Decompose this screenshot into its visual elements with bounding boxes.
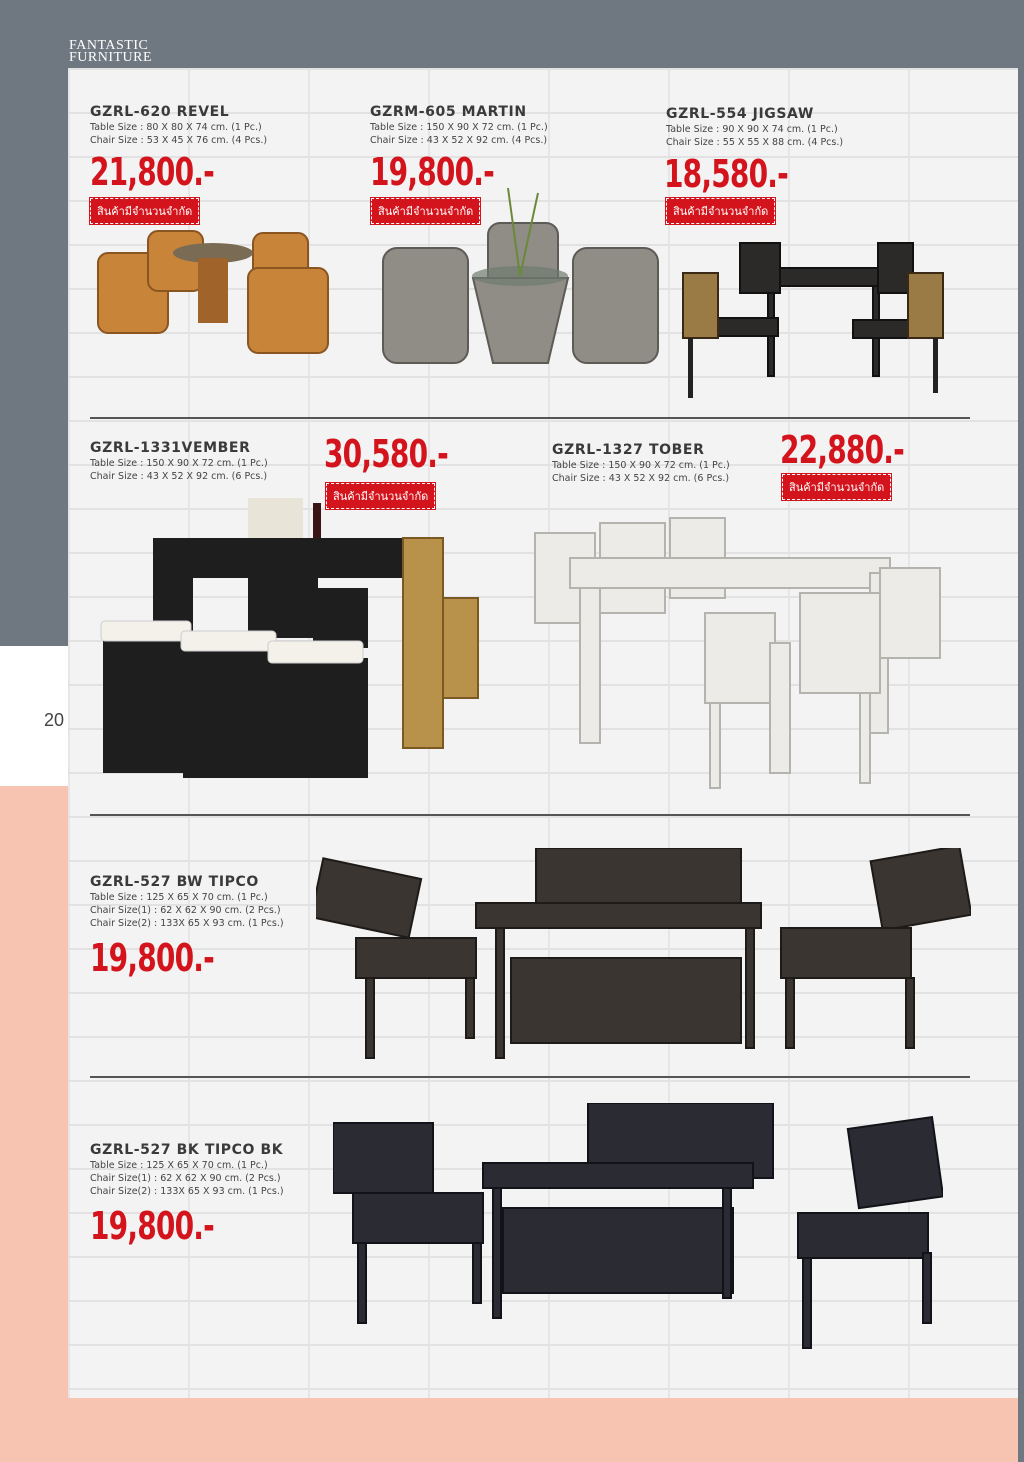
product-spec: Table Size : 125 X 65 X 70 cm. (1 Pc.) bbox=[90, 892, 268, 903]
product-price: 19,800.- bbox=[90, 936, 214, 980]
vember-furniture-image bbox=[98, 498, 483, 783]
product-spec: Chair Size : 53 X 45 X 76 cm. (4 Pcs.) bbox=[90, 135, 268, 146]
product-name: GZRL-1327 TOBER bbox=[552, 442, 705, 458]
limited-stock-badge: สินค้ามีจำนวนจำกัด bbox=[371, 198, 480, 224]
side-band-bottom bbox=[0, 786, 68, 1462]
product-spec: Table Size : 90 X 90 X 74 cm. (1 Pc.) bbox=[666, 124, 838, 135]
product-tober bbox=[552, 442, 730, 484]
product-spec: Chair Size(2) : 133X 65 X 93 cm. (1 Pcs.) bbox=[90, 1186, 284, 1197]
product-spec: Chair Size : 55 X 55 X 88 cm. (4 Pcs.) bbox=[666, 137, 844, 148]
product-spec: Table Size : 125 X 65 X 70 cm. (1 Pc.) bbox=[90, 1160, 268, 1171]
product-spec: Table Size : 150 X 90 X 72 cm. (1 Pc.) bbox=[552, 460, 730, 471]
product-name: GZRL-1331VEMBER bbox=[90, 440, 251, 456]
limited-stock-badge: สินค้ามีจำนวนจำกัด bbox=[90, 198, 199, 224]
limited-stock-badge: สินค้ามีจำนวนจำกัด bbox=[326, 483, 435, 509]
bw-tipco-furniture-image bbox=[316, 848, 971, 1073]
bottom-band bbox=[0, 1398, 1024, 1462]
product-price: 30,580.- bbox=[324, 432, 448, 476]
product-price: 21,800.- bbox=[90, 150, 214, 194]
product-name: GZRL-527 BW TIPCO bbox=[90, 874, 259, 890]
product-vember bbox=[90, 440, 268, 482]
product-bk-tipco bbox=[90, 1142, 284, 1197]
product-martin bbox=[370, 104, 548, 146]
page-number: 20 bbox=[44, 710, 65, 730]
product-spec: Chair Size : 43 X 52 X 92 cm. (6 Pcs.) bbox=[90, 471, 268, 482]
product-spec: Table Size : 150 X 90 X 72 cm. (1 Pc.) bbox=[90, 458, 268, 469]
product-price: 19,800.- bbox=[90, 1204, 214, 1248]
product-spec: Chair Size : 43 X 52 X 92 cm. (6 Pcs.) bbox=[552, 473, 730, 484]
product-spec: Chair Size : 43 X 52 X 92 cm. (4 Pcs.) bbox=[370, 135, 548, 146]
product-spec: Table Size : 150 X 90 X 72 cm. (1 Pc.) bbox=[370, 122, 548, 133]
product-name: GZRL-554 JIGSAW bbox=[666, 106, 814, 122]
side-band-top bbox=[0, 0, 68, 646]
product-jigsaw bbox=[666, 106, 843, 148]
product-price: 22,880.- bbox=[780, 428, 904, 472]
limited-stock-badge: สินค้ามีจำนวนจำกัด bbox=[782, 474, 891, 500]
top-band bbox=[0, 0, 1024, 68]
jigsaw-furniture-image bbox=[678, 238, 953, 403]
product-name: GZRM-605 MARTIN bbox=[370, 104, 527, 120]
product-price: 19,800.- bbox=[370, 150, 494, 194]
bk-tipco-furniture-image bbox=[333, 1103, 943, 1358]
brand-logo bbox=[69, 40, 152, 64]
section-divider bbox=[90, 814, 970, 816]
product-spec: Table Size : 80 X 80 X 74 cm. (1 Pc.) bbox=[90, 122, 262, 133]
product-spec: Chair Size(1) : 62 X 62 X 90 cm. (2 Pcs.) bbox=[90, 905, 281, 916]
product-spec: Chair Size(2) : 133X 65 X 93 cm. (1 Pcs.) bbox=[90, 918, 284, 929]
brand-line2: FURNITURE bbox=[69, 50, 153, 65]
tober-furniture-image bbox=[530, 513, 950, 798]
revel-furniture-image bbox=[88, 223, 348, 373]
right-band bbox=[1018, 0, 1024, 1462]
product-revel bbox=[90, 104, 267, 146]
product-spec: Chair Size(1) : 62 X 62 X 90 cm. (2 Pcs.) bbox=[90, 1173, 281, 1184]
brand-line1: FANTASTIC bbox=[69, 38, 149, 53]
product-name: GZRL-620 REVEL bbox=[90, 104, 230, 120]
product-price: 18,580.- bbox=[664, 152, 788, 196]
section-divider bbox=[90, 417, 970, 419]
product-name: GZRL-527 BK TIPCO BK bbox=[90, 1142, 284, 1158]
product-bw-tipco bbox=[90, 874, 284, 929]
limited-stock-badge: สินค้ามีจำนวนจำกัด bbox=[666, 198, 775, 224]
section-divider bbox=[90, 1076, 970, 1078]
martin-furniture-image bbox=[378, 188, 668, 373]
catalog-content bbox=[68, 68, 1018, 1398]
